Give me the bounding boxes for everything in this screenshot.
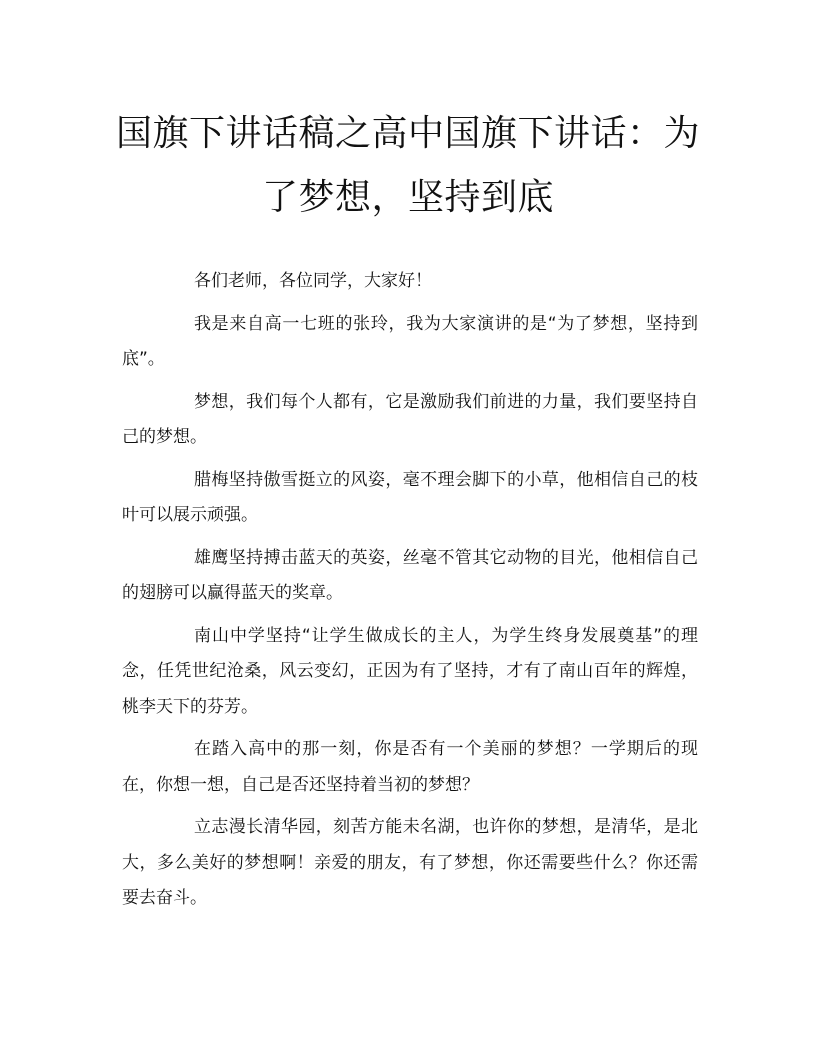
paragraph-eagle: 雄鹰坚持搏击蓝天的英姿，丝毫不管其它动物的目光，他相信自己的翅膀可以赢得蓝天的奖章。 [122,547,698,603]
paragraph-school: 南山中学坚持“让学生做成长的主人，为学生终身发展奠基”的理念，任凭世纪沧桑，风云变幻，正因为有了坚持，才有了南山百年的辉煌，桃李天下的芬芳。 [122,625,698,717]
paragraph-dream: 梦想，我们每个人都有，它是激励我们前进的力量，我们要坚持自己的梦想。 [122,391,698,447]
paragraph-ambition: 立志漫长清华园，刻苦方能未名湖，也许你的梦想，是清华，是北大，多么美好的梦想啊！亲爱的朋友，有了梦想，你还需要些什么？你还需要去奋斗。 [122,817,698,908]
document-title: 国旗下讲话稿之高中国旗下讲话：为了梦想，坚持到底 [115,113,700,218]
paragraph-question: 在踏入高中的那一刻，你是否有一个美丽的梦想？一学期后的现在，你想一想，自己是否还坚持着当初的梦想？ [122,739,698,795]
document-body [122,264,698,924]
paragraph-greeting: 各们老师，各位同学，大家好！ [194,271,432,291]
paragraph-plum: 腊梅坚持傲雪挺立的风姿，毫不理会脚下的小草，他相信自己的枝叶可以展示顽强。 [122,469,698,525]
paragraph-introduction: 我是来自高一七班的张玲，我为大家演讲的是“为了梦想，坚持到底”。 [122,313,698,369]
